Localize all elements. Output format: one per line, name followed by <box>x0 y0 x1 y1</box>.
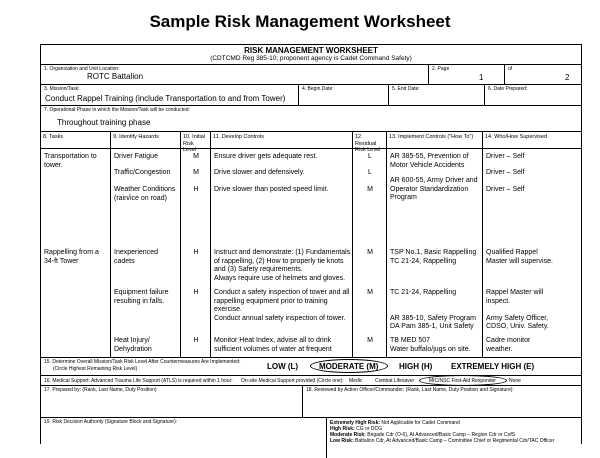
control-r5-line4: Conduct annual safety inspection of tower. <box>214 314 346 322</box>
supervised-r6-line1: Cadre monitor <box>486 337 531 344</box>
residual-risk-r5: M <box>367 289 373 296</box>
mission-value: Conduct Rappel Training (include Transportation to and from Tower) <box>45 94 286 103</box>
implement-r6-line1: TB MED 507 <box>390 337 431 344</box>
col-tasks: 8. Tasks <box>43 134 64 140</box>
page-title: Sample Risk Management Worksheet <box>149 12 451 31</box>
medical-support-row <box>41 376 581 386</box>
initial-risk-r6: H <box>193 337 199 344</box>
end-date-label: 5. End Date: <box>392 86 420 92</box>
implement-r4-line1: TSP No.1, Basic Rappelling <box>390 249 477 256</box>
initial-risk-r4: H <box>193 249 199 256</box>
of-value: 2 <box>565 73 570 82</box>
risk-level-moderate: MODERATE (M) <box>319 362 379 371</box>
of-label: of <box>508 66 513 72</box>
moderate-circle-mark <box>310 359 388 373</box>
hazard-equipment-line1: Equipment failure <box>114 289 169 296</box>
initial-risk-r5: H <box>193 289 199 296</box>
medical-support-label: 16. Medical Support: Advanced Trauma Life Support (ATLS) is required within 1 hour: <box>44 378 233 384</box>
reviewed-by-label: 18. Reviewed by Action Officer/Commander: (Rank, Last Name, Duty Position and Signature): <box>306 387 514 393</box>
org-value: ROTC Battalion <box>87 72 144 81</box>
initial-risk-r2: M <box>193 169 199 176</box>
implement-r1-line1: AR 385-55, Prevention of <box>390 153 469 160</box>
page-value: 1 <box>479 73 484 82</box>
residual-risk-r3: M <box>367 186 373 193</box>
col-hazards: 9. Identify Hazards <box>113 134 159 140</box>
implement-r4-line2: TC 21-24, Rappelling <box>390 257 457 265</box>
risk-worksheet <box>40 44 582 444</box>
implement-r6-line2: Water buffalo/jugs on site. <box>390 345 471 353</box>
end-date-cell <box>389 85 485 105</box>
of-cell <box>505 65 583 84</box>
mission-label: 3. Mission/Task: <box>44 86 80 92</box>
hazard-heat-line1: Heat Injury/ <box>114 337 150 344</box>
tasks-column <box>41 149 111 357</box>
col-develop-controls: 11. Develop Controls <box>213 134 264 140</box>
overall-risk-label: 15. Determine Overall Mission/Task Risk Level After Countermeasures Are Implemented: <box>44 359 241 365</box>
control-r4-line3: and (3) Safety requirements. <box>214 266 303 273</box>
implement-r2-line2: Operator Standardization <box>390 185 469 193</box>
task-transport-line1: Transportation to <box>44 153 97 160</box>
risk-level-high: HIGH (H) <box>399 362 433 371</box>
control-r5-line2: rappelling equipment prior to training <box>214 297 328 305</box>
authority-label: 19. Risk Decision Authority (Signature Block and Signature): <box>44 419 178 425</box>
supervised-r5-line1: Rappel Master will <box>486 289 544 296</box>
hazard-table-body <box>41 149 581 358</box>
column-headers <box>41 132 581 153</box>
supervised-r5-line4: Army Safety Officer, <box>486 314 549 322</box>
org-label: 1. Organization and Unit Location: <box>44 66 120 72</box>
option-combat-lifesaver: Combat Lifesaver <box>375 378 415 384</box>
risk-notes-cell <box>327 418 583 458</box>
task-rappel-line2: 34-ft Tower <box>44 257 79 265</box>
begin-date-label: 4. Begin Date: <box>302 86 334 92</box>
risk-level-low: LOW (L) <box>267 362 299 371</box>
page-label: 2. Page <box>432 66 450 72</box>
col-implement-controls: 13. Implement Controls ("How To") <box>389 134 474 140</box>
responder-circle-mark <box>419 375 507 386</box>
prepared-by-label: 17. Prepared by: (Rank, Last Name, Duty Position) <box>44 387 157 393</box>
col-residual-risk: 12. Residual Risk Level <box>355 134 381 153</box>
hazard-equipment-line2: resulting in falls. <box>114 297 165 305</box>
supervised-r6-line2: weather. <box>486 345 513 353</box>
supervised-r2: Driver – Self <box>486 169 525 176</box>
implement-r5-line1: TC 21-24, Rappelling <box>390 289 457 296</box>
control-r5-line1: Conduct a safety inspection of tower and all <box>214 289 350 296</box>
initial-risk-column <box>181 149 211 357</box>
residual-risk-r4: M <box>367 249 373 256</box>
hazard-traffic: Traffic/Congestion <box>114 169 171 176</box>
mission-cell <box>41 85 299 105</box>
phase-value: Throughout training phase <box>57 118 151 127</box>
task-transport-line2: tower. <box>44 161 63 169</box>
hazard-weather-line2: (rain/ice on road) <box>114 194 167 202</box>
initial-risk-r1: M <box>193 153 199 160</box>
control-r4-line1: Instruct and demonstrate: (1) Fundamentals <box>214 249 351 256</box>
worksheet-header <box>41 45 581 65</box>
authority-row <box>41 418 581 458</box>
worksheet-subtitle: (CDTCMD Reg 385-10; proponent agency is Cadet Command Safety) <box>210 55 412 62</box>
control-r6-line2: sufficient volumes of water at frequent <box>214 345 332 353</box>
supervised-r3: Driver – Self <box>486 186 525 193</box>
control-r4-line2: of rappelling, (2) How to properly tie knots <box>214 257 344 265</box>
control-r2: Drive slower and defensively. <box>214 169 305 176</box>
note-high: High Risk: CG or DCG <box>330 426 382 432</box>
note-low: Low Risk: Battalion Cdr, At Advanced/Basic Camp – Committee Chief or Regimental Cdr/TAC Officer <box>330 438 555 444</box>
residual-risk-r6: M <box>367 337 373 344</box>
implement-r2-line1: AR 600-55, Army Driver and <box>390 177 478 184</box>
overall-risk-sublabel: (Circle Highest Remaining Risk Level) <box>53 366 138 372</box>
control-r1: Ensure driver gets adequate rest. <box>214 153 318 160</box>
mission-row <box>41 85 581 106</box>
hazards-column <box>111 149 181 357</box>
onsite-support-label: On-site Medical Support provided (Circle one): <box>241 378 344 384</box>
implement-r1-line2: Motor Vehicle Accidents <box>390 161 465 169</box>
col-initial-risk: 10. Initial Risk Level <box>183 134 206 153</box>
develop-controls-column <box>211 149 353 357</box>
phase-label: 7. Operational Phase in which the Mission/Task will be conducted: <box>44 107 190 113</box>
residual-risk-column <box>353 149 387 357</box>
supervised-r1: Driver – Self <box>486 153 525 160</box>
date-prepared-label: 6. Date Prepared: <box>488 86 528 92</box>
note-extremely-high: Extremely High Risk: Not Applicable for Cadet Command <box>330 420 460 426</box>
note-moderate: Moderate Risk: Brigade Cdr (O-6), At Advanced/Basic Camp – Region Cdr or CofS <box>330 432 516 438</box>
risk-level-extremely-high: EXTREMELY HIGH (E) <box>451 362 535 371</box>
option-none: None <box>509 378 521 384</box>
hazard-driver-fatigue: Driver Fatigue <box>114 153 158 160</box>
task-rappel-line1: Rappelling from a <box>44 249 99 256</box>
signature-row <box>41 386 581 418</box>
authority-cell <box>41 418 327 458</box>
reviewed-by-cell <box>303 386 583 417</box>
control-r6-line1: Monitor Heat Index, advise all to drink <box>214 337 332 344</box>
org-cell <box>41 65 429 84</box>
residual-risk-r1: L <box>368 153 372 160</box>
implement-r5-line5: DA Pam 385-1, Unit Safety <box>390 323 474 330</box>
overall-risk-row <box>41 358 581 376</box>
prepared-by-cell <box>41 386 303 417</box>
supervised-r5-line2: inspect. <box>486 297 511 305</box>
supervised-r4-line1: Qualified Rappel <box>486 249 538 256</box>
worksheet-title: RISK MANAGEMENT WORKSHEET <box>244 46 378 55</box>
hazard-inexperienced-line2: cadets <box>114 257 135 265</box>
hazard-weather-line1: Weather Conditions <box>114 186 176 193</box>
residual-risk-r2: L <box>368 169 372 176</box>
hazard-inexperienced-line1: Inexperienced <box>114 249 158 256</box>
initial-risk-r3: H <box>193 186 199 193</box>
implement-controls-column <box>387 149 483 357</box>
option-medic: Medic <box>349 378 363 384</box>
col-supervised: 14. Who/How Supervised <box>485 134 548 140</box>
control-r3: Drive slower than posted speed limit. <box>214 186 329 193</box>
org-row <box>41 65 581 85</box>
implement-r2-line3: Program <box>390 194 417 201</box>
control-r5-line3: exercise. <box>214 306 243 313</box>
supervised-r5-line5: CDSO, Univ. Safety. <box>486 323 549 330</box>
date-prepared-cell <box>485 85 583 105</box>
option-first-aid-responder: MIC/NSC First-Aid Responder <box>429 378 496 384</box>
supervised-column <box>483 149 583 357</box>
begin-date-cell <box>299 85 389 105</box>
control-r4-line4: Always require use of helmets and gloves. <box>214 274 346 282</box>
supervised-r4-line2: Master will supervise. <box>486 257 553 265</box>
implement-r5-line4: AR 385-10, Safety Program <box>390 314 476 322</box>
page-cell <box>429 65 505 84</box>
hazard-heat-line2: Dehydration <box>114 345 152 353</box>
phase-row <box>41 106 581 132</box>
